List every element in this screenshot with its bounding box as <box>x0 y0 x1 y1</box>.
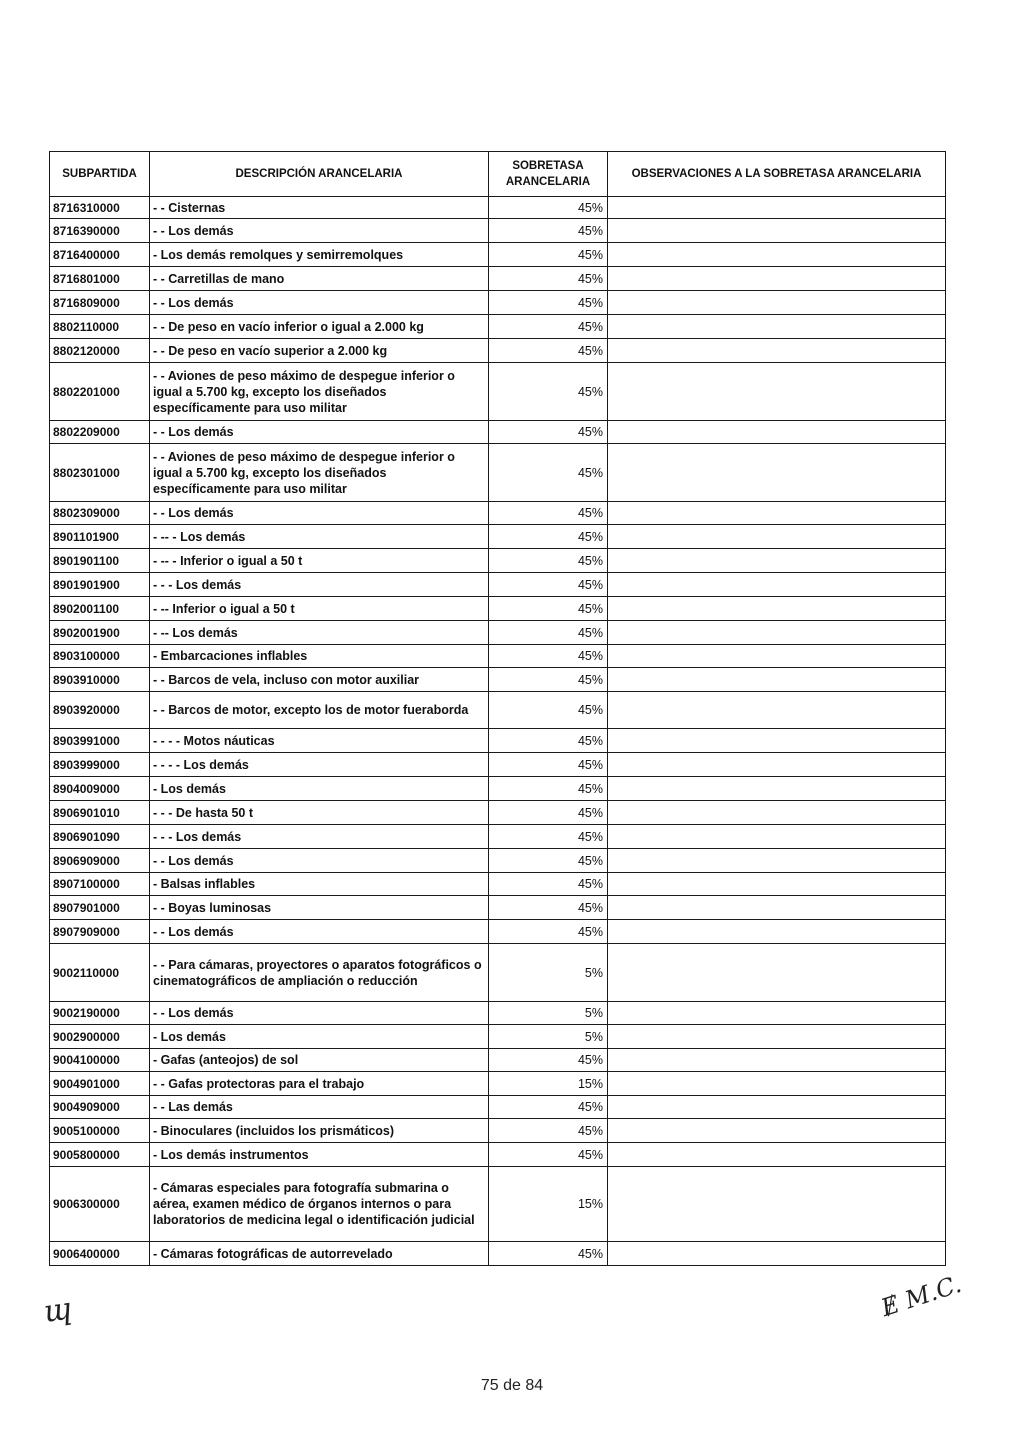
description-cell: - - Aviones de peso máximo de despegue inferior o igual a 5.700 kg, excepto los diseñados específicamente para uso militar <box>150 363 489 421</box>
subpartida-cell: 8907100000 <box>50 873 150 896</box>
observations-cell <box>608 243 946 267</box>
subpartida-cell: 8802110000 <box>50 315 150 339</box>
description-cell: - Los demás remolques y semirremolques <box>150 243 489 267</box>
observations-cell <box>608 1242 946 1266</box>
surcharge-cell: 45% <box>489 243 608 267</box>
surcharge-cell: 45% <box>489 621 608 645</box>
subpartida-cell: 8802201000 <box>50 363 150 421</box>
surcharge-cell: 45% <box>489 549 608 573</box>
surcharge-cell: 45% <box>489 525 608 549</box>
description-cell: - - Para cámaras, proyectores o aparatos fotográficos o cinematográficos de ampliación o reducción <box>150 944 489 1002</box>
surcharge-cell: 45% <box>489 219 608 243</box>
header-descripcion: DESCRIPCIÓN ARANCELARIA <box>150 152 489 197</box>
observations-cell <box>608 668 946 692</box>
surcharge-cell: 45% <box>489 267 608 291</box>
table-row <box>50 1025 946 1049</box>
description-cell: - - De peso en vacío superior a 2.000 kg <box>150 339 489 363</box>
header-observaciones: OBSERVACIONES A LA SOBRETASA ARANCELARIA <box>608 152 946 197</box>
surcharge-cell: 45% <box>489 197 608 219</box>
surcharge-cell: 45% <box>489 873 608 896</box>
surcharge-cell: 45% <box>489 1049 608 1072</box>
description-cell: - - - - Motos náuticas <box>150 729 489 753</box>
observations-cell <box>608 825 946 849</box>
description-cell: - -- - Inferior o igual a 50 t <box>150 549 489 573</box>
description-cell: - Embarcaciones inflables <box>150 645 489 668</box>
subpartida-cell: 8802209000 <box>50 421 150 444</box>
surcharge-cell: 45% <box>489 1096 608 1119</box>
observations-cell <box>608 729 946 753</box>
surcharge-cell: 45% <box>489 849 608 873</box>
description-cell: - - - - Los demás <box>150 753 489 777</box>
subpartida-cell: 8716400000 <box>50 243 150 267</box>
table-row <box>50 243 946 267</box>
observations-cell <box>608 339 946 363</box>
table-header-row <box>50 152 946 197</box>
observations-cell <box>608 645 946 668</box>
surcharge-cell: 15% <box>489 1072 608 1096</box>
description-cell: - Gafas (anteojos) de sol <box>150 1049 489 1072</box>
table-row <box>50 363 946 421</box>
header-sobretasa <box>489 152 608 197</box>
subpartida-cell: 9005800000 <box>50 1143 150 1167</box>
table-row <box>50 549 946 573</box>
surcharge-cell: 45% <box>489 1143 608 1167</box>
description-cell: - - Los demás <box>150 920 489 944</box>
description-cell: - - Los demás <box>150 291 489 315</box>
observations-cell <box>608 753 946 777</box>
surcharge-cell: 45% <box>489 1119 608 1143</box>
surcharge-cell: 45% <box>489 692 608 729</box>
surcharge-cell: 45% <box>489 753 608 777</box>
surcharge-cell: 45% <box>489 777 608 801</box>
table-row <box>50 825 946 849</box>
description-cell: - - Barcos de vela, incluso con motor auxiliar <box>150 668 489 692</box>
surcharge-cell: 45% <box>489 339 608 363</box>
description-cell: - - Cisternas <box>150 197 489 219</box>
header-subpartida: SUBPARTIDA <box>50 152 150 197</box>
description-cell: - - Las demás <box>150 1096 489 1119</box>
observations-cell <box>608 1002 946 1025</box>
subpartida-cell: 8904009000 <box>50 777 150 801</box>
observations-cell <box>608 873 946 896</box>
subpartida-cell: 9002900000 <box>50 1025 150 1049</box>
description-cell: - Binoculares (incluidos los prismáticos) <box>150 1119 489 1143</box>
surcharge-cell: 5% <box>489 1025 608 1049</box>
subpartida-cell: 8802309000 <box>50 502 150 525</box>
observations-cell <box>608 197 946 219</box>
observations-cell <box>608 777 946 801</box>
observations-cell <box>608 896 946 920</box>
description-cell: - Los demás instrumentos <box>150 1143 489 1167</box>
description-cell: - Cámaras especiales para fotografía submarina o aérea, examen médico de órganos internos o para laboratorios de medicina legal o identificación judicial <box>150 1167 489 1242</box>
table-row <box>50 801 946 825</box>
subpartida-cell: 9002110000 <box>50 944 150 1002</box>
header-sobretasa-line1: SOBRETASA <box>512 160 584 172</box>
surcharge-cell: 45% <box>489 668 608 692</box>
surcharge-cell: 45% <box>489 291 608 315</box>
page-number: 75 de 84 <box>480 1377 544 1394</box>
description-cell: - -- Inferior o igual a 50 t <box>150 597 489 621</box>
description-cell: - - Boyas luminosas <box>150 896 489 920</box>
header-sobretasa-line2: ARANCELARIA <box>505 176 591 188</box>
table-row <box>50 621 946 645</box>
table-row <box>50 1143 946 1167</box>
observations-cell <box>608 692 946 729</box>
observations-cell <box>608 1167 946 1242</box>
table-row <box>50 896 946 920</box>
observations-cell <box>608 549 946 573</box>
observations-cell <box>608 1119 946 1143</box>
description-cell: - - - Los demás <box>150 573 489 597</box>
table-row <box>50 444 946 502</box>
description-cell: - Cámaras fotográficas de autorrevelado <box>150 1242 489 1266</box>
observations-cell <box>608 597 946 621</box>
surcharge-cell: 45% <box>489 363 608 421</box>
subpartida-cell: 8716809000 <box>50 291 150 315</box>
subpartida-cell: 8901901100 <box>50 549 150 573</box>
subpartida-cell: 8903910000 <box>50 668 150 692</box>
handwritten-signature-right: Ɇ M.C. <box>877 1269 965 1323</box>
surcharge-cell: 45% <box>489 920 608 944</box>
table-row <box>50 1119 946 1143</box>
observations-cell <box>608 1096 946 1119</box>
observations-cell <box>608 920 946 944</box>
description-cell: - - Barcos de motor, excepto los de motor fueraborda <box>150 692 489 729</box>
surcharge-cell: 45% <box>489 801 608 825</box>
table-row <box>50 873 946 896</box>
subpartida-cell: 8902001100 <box>50 597 150 621</box>
table-row <box>50 267 946 291</box>
table-row <box>50 1096 946 1119</box>
subpartida-cell: 8802120000 <box>50 339 150 363</box>
table-row <box>50 849 946 873</box>
surcharge-cell: 45% <box>489 444 608 502</box>
observations-cell <box>608 363 946 421</box>
description-cell: - Los demás <box>150 777 489 801</box>
description-cell: - Balsas inflables <box>150 873 489 896</box>
table-row <box>50 421 946 444</box>
table-row <box>50 753 946 777</box>
observations-cell <box>608 421 946 444</box>
tariff-surcharge-table <box>49 151 946 1266</box>
table-row <box>50 692 946 729</box>
surcharge-cell: 45% <box>489 315 608 339</box>
description-cell: - - - Los demás <box>150 825 489 849</box>
observations-cell <box>608 801 946 825</box>
table-row <box>50 573 946 597</box>
table-row <box>50 944 946 1002</box>
table-row <box>50 1049 946 1072</box>
observations-cell <box>608 315 946 339</box>
table-row <box>50 339 946 363</box>
table-row <box>50 668 946 692</box>
subpartida-cell: 8716310000 <box>50 197 150 219</box>
table-row <box>50 291 946 315</box>
subpartida-cell: 8716390000 <box>50 219 150 243</box>
subpartida-cell: 8906901010 <box>50 801 150 825</box>
subpartida-cell: 8903920000 <box>50 692 150 729</box>
observations-cell <box>608 1143 946 1167</box>
surcharge-cell: 45% <box>489 597 608 621</box>
subpartida-cell: 9006300000 <box>50 1167 150 1242</box>
surcharge-cell: 45% <box>489 502 608 525</box>
subpartida-cell: 8802301000 <box>50 444 150 502</box>
observations-cell <box>608 291 946 315</box>
surcharge-cell: 5% <box>489 1002 608 1025</box>
observations-cell <box>608 1049 946 1072</box>
surcharge-cell: 45% <box>489 645 608 668</box>
table-row <box>50 197 946 219</box>
table-row <box>50 502 946 525</box>
subpartida-cell: 9006400000 <box>50 1242 150 1266</box>
observations-cell <box>608 621 946 645</box>
surcharge-cell: 45% <box>489 729 608 753</box>
table-row <box>50 315 946 339</box>
table-row <box>50 645 946 668</box>
description-cell: - - De peso en vacío inferior o igual a 2.000 kg <box>150 315 489 339</box>
subpartida-cell: 9004909000 <box>50 1096 150 1119</box>
observations-cell <box>608 849 946 873</box>
observations-cell <box>608 1072 946 1096</box>
surcharge-cell: 45% <box>489 573 608 597</box>
subpartida-cell: 8903999000 <box>50 753 150 777</box>
observations-cell <box>608 267 946 291</box>
observations-cell <box>608 525 946 549</box>
observations-cell <box>608 444 946 502</box>
table-row <box>50 777 946 801</box>
subpartida-cell: 8907909000 <box>50 920 150 944</box>
observations-cell <box>608 944 946 1002</box>
observations-cell <box>608 1025 946 1049</box>
subpartida-cell: 8906909000 <box>50 849 150 873</box>
table-row <box>50 1242 946 1266</box>
subpartida-cell: 9004901000 <box>50 1072 150 1096</box>
table-body <box>50 197 946 1266</box>
subpartida-cell: 8716801000 <box>50 267 150 291</box>
subpartida-cell: 8902001900 <box>50 621 150 645</box>
surcharge-cell: 45% <box>489 1242 608 1266</box>
subpartida-cell: 9004100000 <box>50 1049 150 1072</box>
description-cell: - Los demás <box>150 1025 489 1049</box>
subpartida-cell: 8901901900 <box>50 573 150 597</box>
table-row <box>50 597 946 621</box>
observations-cell <box>608 573 946 597</box>
table-row <box>50 1002 946 1025</box>
surcharge-cell: 5% <box>489 944 608 1002</box>
description-cell: - - Los demás <box>150 1002 489 1025</box>
table-row <box>50 920 946 944</box>
description-cell: - - - De hasta 50 t <box>150 801 489 825</box>
description-cell: - -- Los demás <box>150 621 489 645</box>
subpartida-cell: 9005100000 <box>50 1119 150 1143</box>
subpartida-cell: 8901101900 <box>50 525 150 549</box>
table-row <box>50 219 946 243</box>
description-cell: - - Carretillas de mano <box>150 267 489 291</box>
description-cell: - - Los demás <box>150 849 489 873</box>
observations-cell <box>608 219 946 243</box>
observations-cell <box>608 502 946 525</box>
description-cell: - - Los demás <box>150 219 489 243</box>
description-cell: - - Gafas protectoras para el trabajo <box>150 1072 489 1096</box>
surcharge-cell: 45% <box>489 421 608 444</box>
description-cell: - - Los demás <box>150 502 489 525</box>
handwritten-signature-left: ɰ <box>41 1291 75 1330</box>
description-cell: - -- - Los demás <box>150 525 489 549</box>
subpartida-cell: 8903100000 <box>50 645 150 668</box>
table-row <box>50 1167 946 1242</box>
subpartida-cell: 8903991000 <box>50 729 150 753</box>
subpartida-cell: 8906901090 <box>50 825 150 849</box>
surcharge-cell: 15% <box>489 1167 608 1242</box>
subpartida-cell: 9002190000 <box>50 1002 150 1025</box>
surcharge-cell: 45% <box>489 896 608 920</box>
description-cell: - - Aviones de peso máximo de despegue inferior o igual a 5.700 kg, excepto los diseñados específicamente para uso militar <box>150 444 489 502</box>
description-cell: - - Los demás <box>150 421 489 444</box>
surcharge-cell: 45% <box>489 825 608 849</box>
subpartida-cell: 8907901000 <box>50 896 150 920</box>
table-row <box>50 525 946 549</box>
table-row <box>50 1072 946 1096</box>
table-row <box>50 729 946 753</box>
